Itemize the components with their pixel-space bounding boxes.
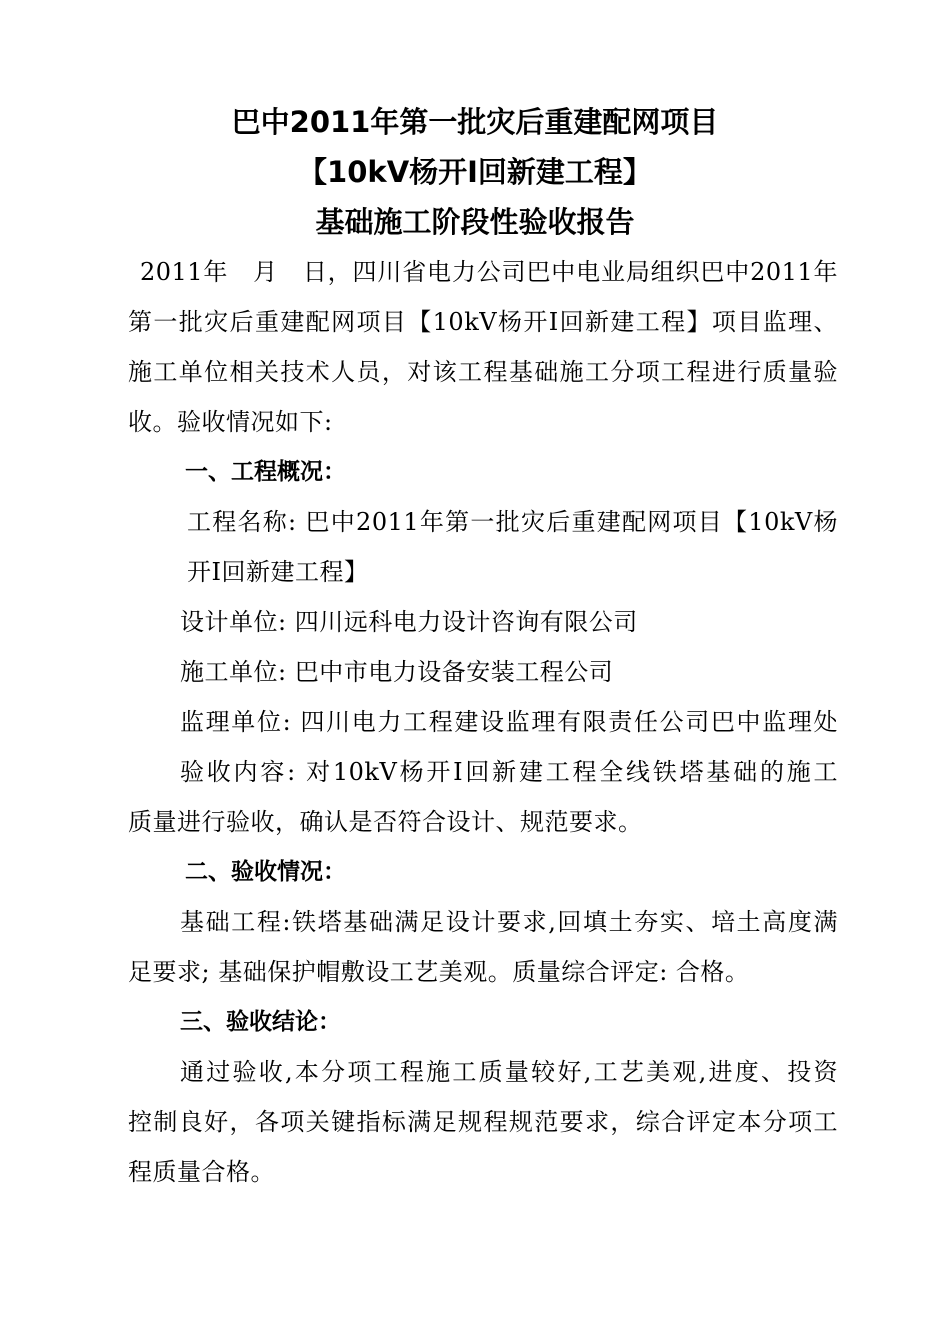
section-3-heading: 三、验收结论： bbox=[180, 1009, 341, 1035]
intro-line-2: 第一批灾后重建配网项目【10kV杨开Ⅰ回新建工程】项目监理、 bbox=[128, 308, 838, 336]
title-line-2: 【10kV杨开Ⅰ回新建工程】 bbox=[298, 155, 652, 189]
section-2-line-1: 基础工程:铁塔基础满足设计要求,回填土夯实、培土高度满 bbox=[180, 908, 838, 936]
title-line-3: 基础施工阶段性验收报告 bbox=[315, 205, 635, 239]
section-2-line-2: 足要求; 基础保护帽敷设工艺美观。质量综合评定: 合格。 bbox=[128, 958, 750, 986]
section-3-line-1: 通过验收,本分项工程施工质量较好,工艺美观,进度、投资 bbox=[180, 1058, 838, 1086]
content-line-1: 验收内容: 对10kV杨开Ⅰ回新建工程全线铁塔基础的施工 bbox=[180, 758, 838, 786]
content-line-2: 质量进行验收，确认是否符合设计、规范要求。 bbox=[128, 808, 643, 836]
project-name-line-2: 开Ⅰ回新建工程】 bbox=[187, 558, 369, 586]
supervision-unit: 监理单位: 四川电力工程建设监理有限责任公司巴中监理处 bbox=[180, 708, 838, 736]
section-3-line-2: 控制良好，各项关键指标满足规程规范要求，综合评定本分项工 bbox=[128, 1108, 838, 1136]
project-name-line-1: 工程名称: 巴中2011年第一批灾后重建配网项目【10kV杨 bbox=[187, 508, 838, 536]
intro-line-4: 收。验收情况如下: bbox=[128, 408, 333, 436]
construction-unit: 施工单位: 巴中市电力设备安装工程公司 bbox=[180, 658, 614, 686]
intro-line-3: 施工单位相关技术人员，对该工程基础施工分项工程进行质量验 bbox=[128, 358, 838, 386]
title-line-1: 巴中2011年第一批灾后重建配网项目 bbox=[231, 105, 719, 139]
section-3-line-3: 程质量合格。 bbox=[128, 1158, 275, 1186]
intro-line-1: 2011年 月 日，四川省电力公司巴中电业局组织巴中2011年 bbox=[140, 258, 838, 286]
section-1-heading: 一、工程概况： bbox=[185, 459, 346, 485]
design-unit: 设计单位: 四川远科电力设计咨询有限公司 bbox=[180, 608, 638, 636]
section-2-heading: 二、验收情况： bbox=[185, 859, 346, 885]
